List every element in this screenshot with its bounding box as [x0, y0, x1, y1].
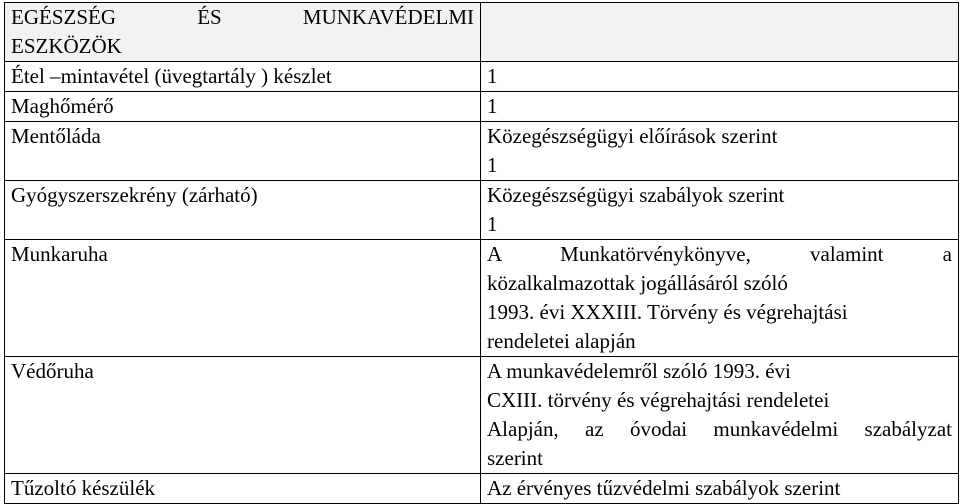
table-row	[5, 181, 959, 240]
item-requirement	[481, 92, 959, 122]
requirement-line: 1993. évi XXXIII. Törvény és végrehajtási	[487, 300, 848, 324]
item-name: Tűzoltó készülék	[5, 474, 481, 504]
requirement-line: Közegészségügyi szabályok szerint	[487, 183, 785, 207]
table-row	[5, 92, 959, 122]
table-header-row	[5, 3, 959, 62]
header-word: ÉS	[197, 5, 222, 29]
item-name: Maghőmérő	[5, 92, 481, 122]
item-requirement	[481, 181, 959, 240]
item-name: Étel –mintavétel (üvegtartály ) készlet	[5, 62, 481, 92]
requirement-line: Közegészségügyi előírások szerint	[487, 124, 778, 148]
requirement-line: A Munkatörvénykönyve, valamint a	[487, 242, 952, 266]
header-title-line-2: ESZKÖZÖK	[11, 34, 122, 58]
header-title-line	[11, 3, 474, 32]
requirement-line: 1	[487, 212, 498, 236]
table-row	[5, 122, 959, 181]
equipment-table	[4, 2, 959, 504]
item-requirement	[481, 240, 959, 357]
item-requirement	[481, 62, 959, 92]
item-requirement	[481, 122, 959, 181]
requirement-line: közalkalmazottak jogállásáról szóló	[487, 271, 788, 295]
requirement-line: rendeletei alapján	[487, 329, 636, 353]
requirement-line: Az érvényes tűzvédelmi szabályok szerint	[487, 476, 841, 500]
requirement-line: Alapján, az óvodai munkavédelmi szabályzat	[487, 417, 952, 441]
requirement-line: A munkavédelemről szóló 1993. évi	[487, 359, 791, 383]
table-row	[5, 357, 959, 474]
table-header-cell	[5, 3, 481, 62]
item-name: Védőruha	[5, 357, 481, 474]
item-requirement	[481, 357, 959, 474]
requirement-line: 1	[487, 64, 498, 88]
header-word: MUNKAVÉDELMI	[302, 5, 474, 29]
item-name: Mentőláda	[5, 122, 481, 181]
requirement-line: szerint	[487, 446, 543, 470]
requirement-line: 1	[487, 153, 498, 177]
table-row	[5, 474, 959, 504]
table-header-empty-cell	[481, 3, 959, 62]
requirement-line: 1	[487, 94, 498, 118]
table-row	[5, 240, 959, 357]
item-name: Gyógyszerszekrény (zárható)	[5, 181, 481, 240]
item-requirement	[481, 474, 959, 504]
item-name: Munkaruha	[5, 240, 481, 357]
header-word: EGÉSZSÉG	[11, 5, 116, 29]
requirement-line: CXIII. törvény és végrehajtási rendeletei	[487, 388, 830, 412]
table-row	[5, 62, 959, 92]
